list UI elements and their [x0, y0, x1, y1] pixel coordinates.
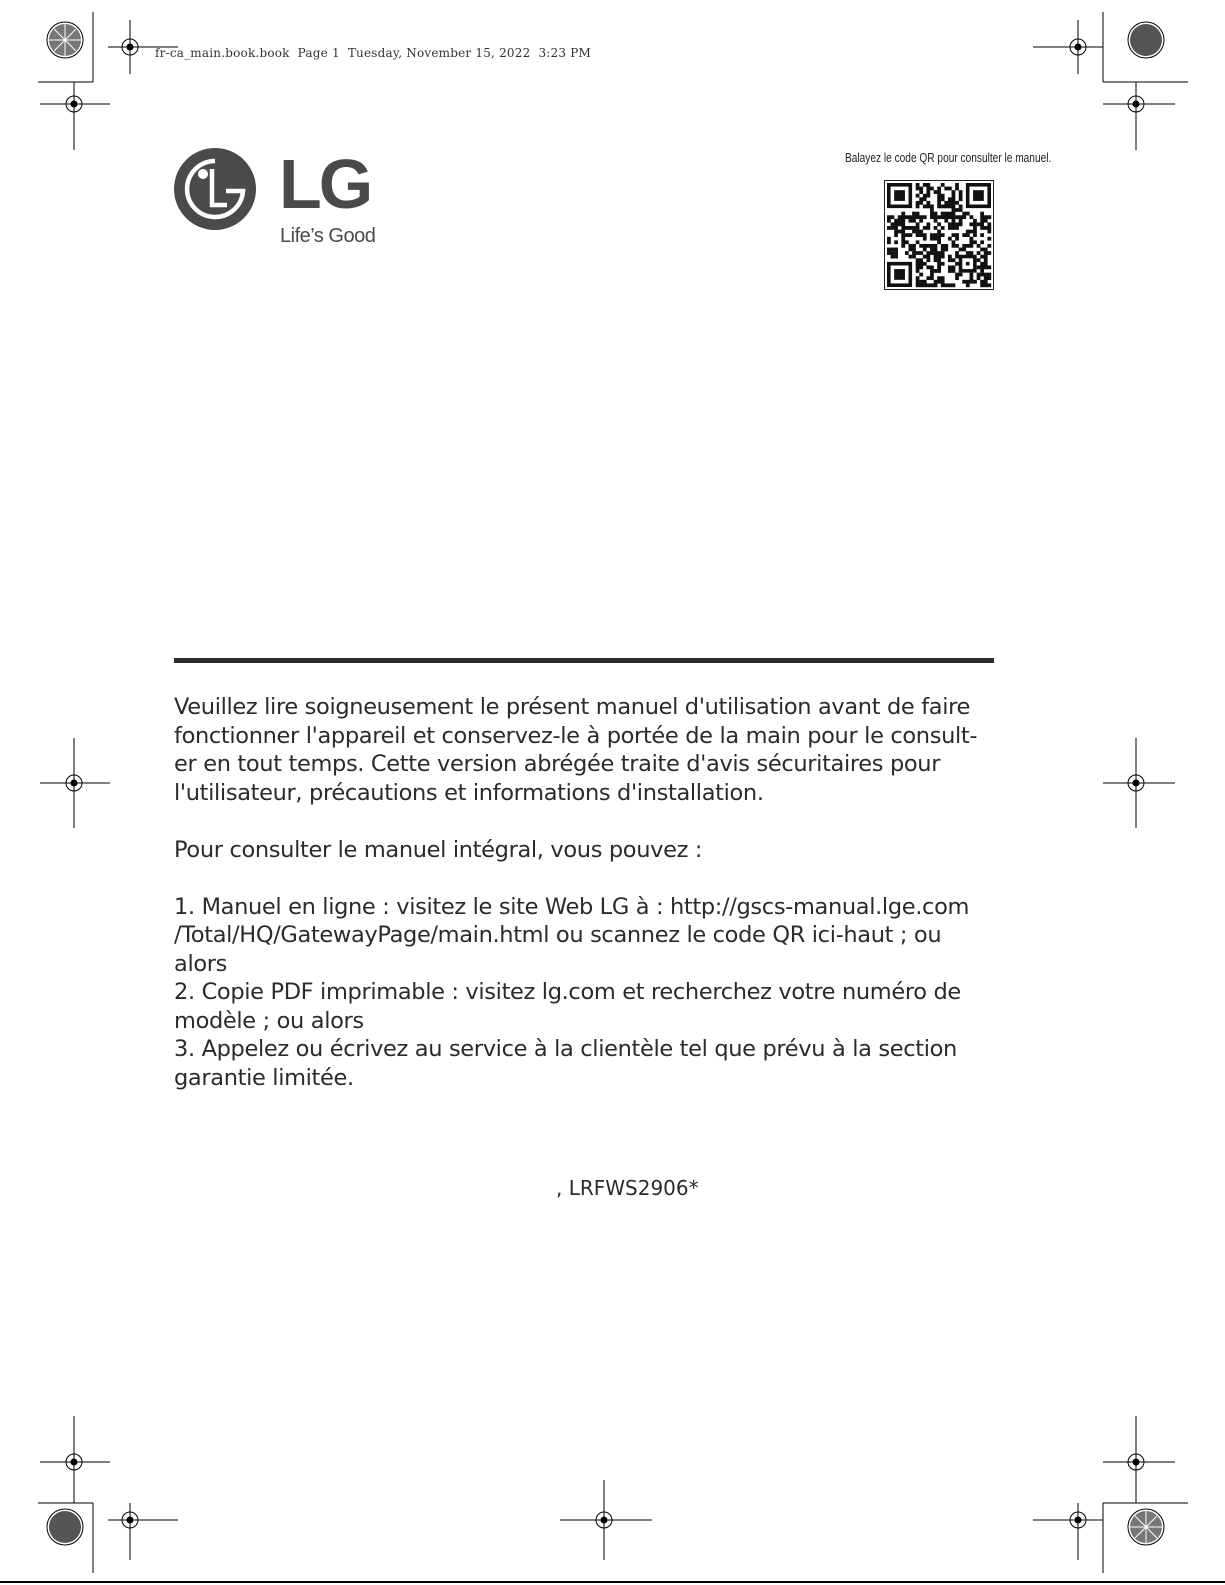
lg-logo — [174, 147, 404, 257]
list-line: 3. Appelez ou écrivez au service à la clientèle tel que prévu à la section — [174, 1036, 957, 1062]
list-line: 2. Copie PDF imprimable : visitez lg.com et recherchez votre numéro de — [174, 979, 961, 1005]
intro-line: er en tout temps. Cette version abrégée traite d'avis sécuritaires pour — [174, 751, 941, 777]
section-divider — [174, 658, 994, 663]
intro-line: l'utilisateur, précautions et informations d'installation. — [174, 779, 764, 806]
list-line: alors — [174, 950, 228, 977]
access-options-list — [174, 893, 1004, 1093]
lg-wordmark: LG — [279, 145, 371, 223]
list-line: modèle ; ou alors — [174, 1007, 364, 1034]
list-line: /Total/HQ/GatewayPage/main.html ou scannez le code QR ici-haut ; ou — [174, 922, 942, 948]
list-line: 1. Manuel en ligne : visitez le site Web LG à : http://gscs-manual.lge.com — [174, 893, 970, 920]
model-number: , LRFWS2906* — [556, 1176, 699, 1200]
qr-code-icon — [884, 180, 994, 290]
intro-line: Veuillez lire soigneusement le présent manuel d'utilisation avant de faire — [174, 694, 971, 720]
intro-text — [174, 693, 1004, 1092]
intro-line: fonctionner l'appareil et conservez-le à portée de la main pour le consult- — [174, 722, 978, 749]
qr-code[interactable] — [884, 180, 994, 290]
print-header: fr-ca_main.book.book Page 1 Tuesday, November 15, 2022 3:23 PM — [155, 46, 591, 60]
intro-paragraph — [174, 693, 1004, 807]
lead-sentence: Pour consulter le manuel intégral, vous pouvez : — [174, 836, 703, 863]
lg-tagline: Life’s Good — [280, 225, 376, 247]
list-line: garantie limitée. — [174, 1064, 354, 1091]
qr-caption: Balayez le code QR pour consulter le manuel. — [845, 150, 1052, 165]
